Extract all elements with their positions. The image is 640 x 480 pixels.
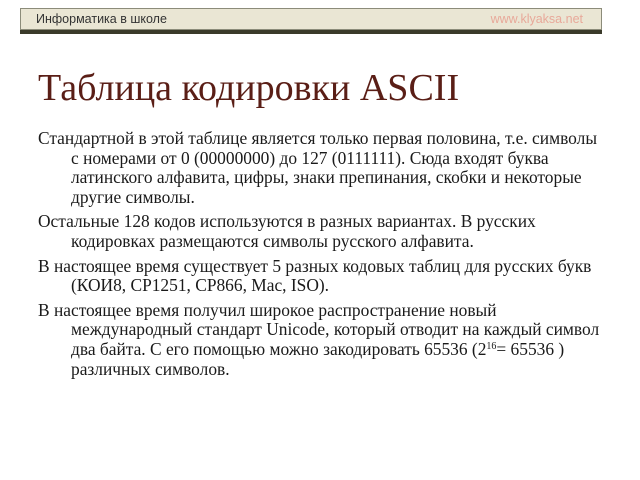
header-site-link[interactable]: www.klyaksa.net (490, 12, 583, 26)
slide-header-bar (20, 8, 602, 30)
paragraph-other-codes: Остальные 128 кодов используются в разных вариантах. В русских кодировках размещаются символы русского алфавита. (38, 211, 536, 251)
slide-title: Таблица кодировки ASCII (38, 67, 460, 109)
paragraph-standard-half: Стандартной в этой таблице является только первая половина, т.е. символы с номерами от 0 (00000000) до 127 (0111111). Сюда входят буква латинского алфавита, цифры, знаки препинания, скобки и некоторые другие символы. (38, 128, 598, 207)
unicode-exponent: 16 (486, 340, 497, 352)
header-school-label: Информатика в школе (36, 12, 167, 26)
header-divider (20, 30, 602, 34)
slide-body (38, 129, 608, 384)
paragraph-code-tables: В настоящее время существует 5 разных кодовых таблиц для русских букв (КОИ8, СР1251, СР866, Mac, ISO). (38, 255, 592, 296)
unicode-text-after: = 65536 ) различных символов. (71, 338, 565, 379)
unicode-text-before: В настоящее время получил широкое распространение новый международный стандарт Unicode, который отводит на каждый символ два байта. С его помощью можно закодировать 65536 (2 (38, 299, 600, 359)
paragraph-unicode (38, 301, 608, 379)
